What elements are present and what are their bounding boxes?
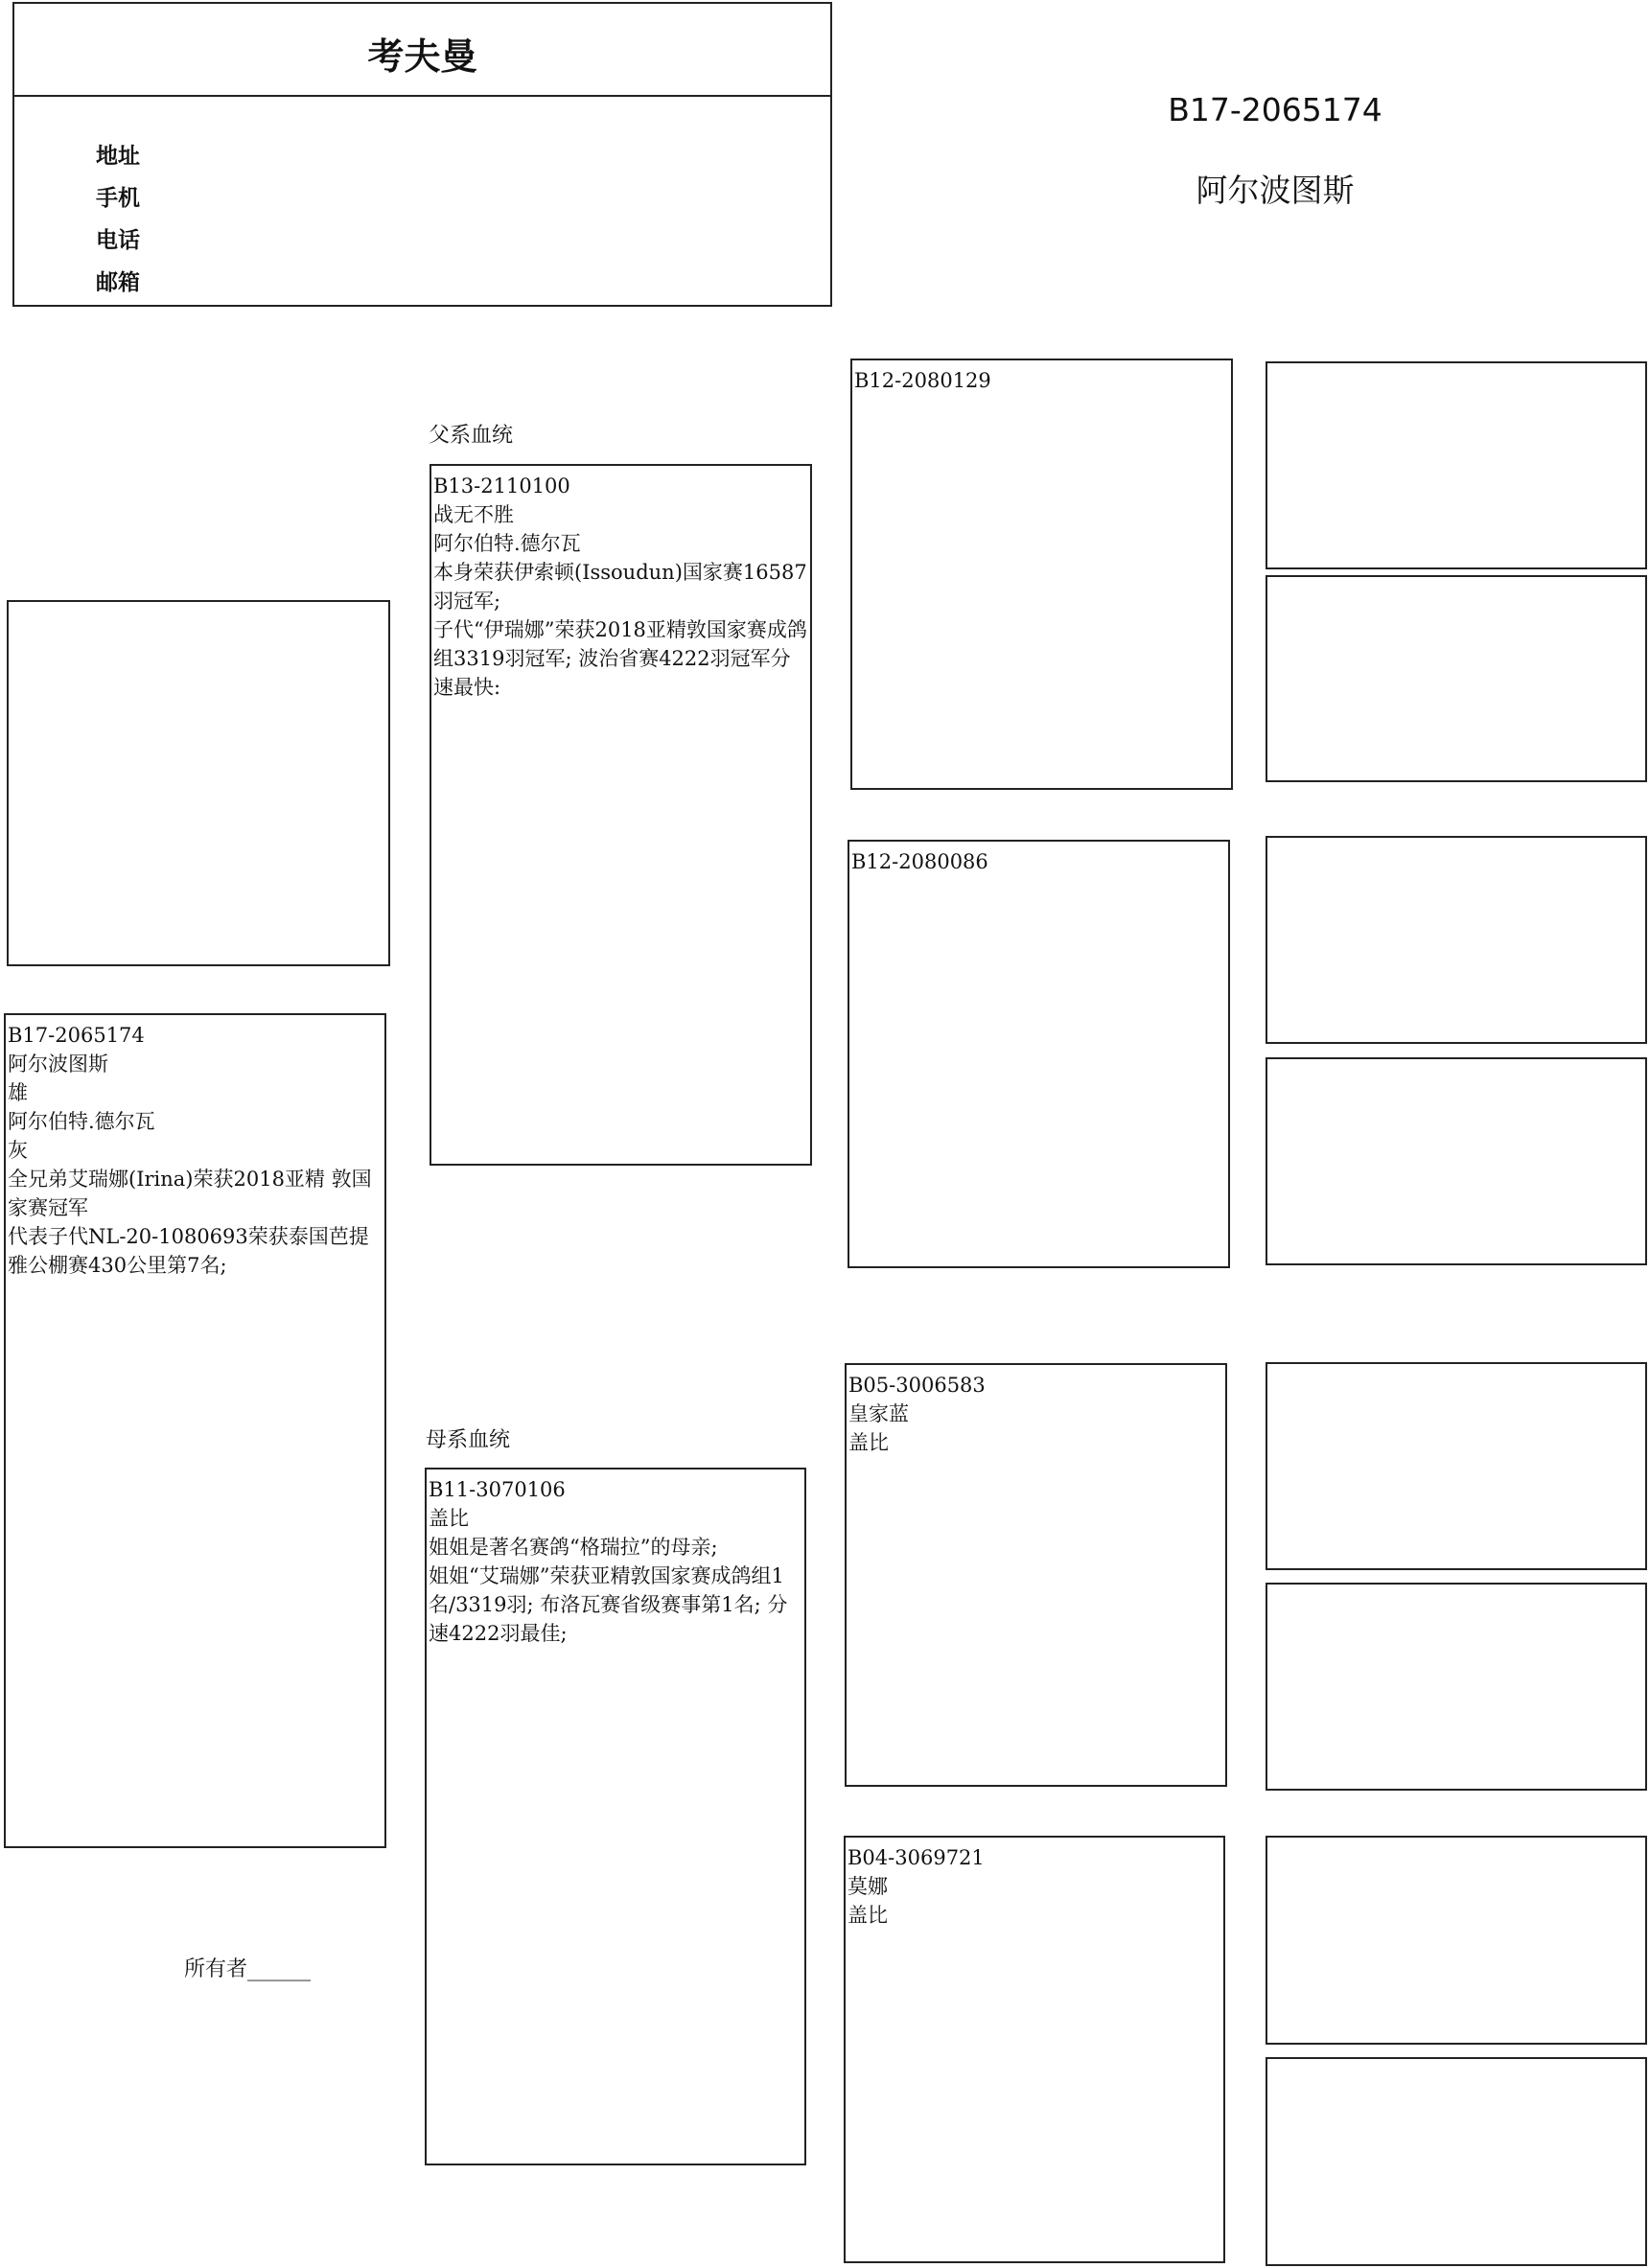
great-grandparent-box xyxy=(1266,1836,1647,2045)
subject-strain: 阿尔伯特.德尔瓦 xyxy=(8,1110,155,1133)
dam-sire-ring: B05-3006583 xyxy=(848,1374,986,1397)
owner-label: 所有者______ xyxy=(184,1957,312,1981)
great-grandparent-box xyxy=(1266,2057,1647,2266)
dam-dam-box xyxy=(844,1836,1225,2263)
email-label: 邮箱 xyxy=(96,270,140,295)
sire-box xyxy=(430,464,812,1166)
breeder-header xyxy=(12,2,832,307)
dam-name: 盖比 xyxy=(429,1507,469,1530)
mobile-label: 手机 xyxy=(96,186,140,211)
sire-dam-ring: B12-2080086 xyxy=(851,850,988,873)
dam-sire-box xyxy=(845,1363,1227,1787)
subject-note-1: 全兄弟艾瑞娜(Irina)荣获2018亚精 敦国家赛冠军 xyxy=(8,1168,372,1219)
great-grandparent-box xyxy=(1266,1362,1647,1570)
sire-sire-box xyxy=(850,359,1233,790)
sire-name: 战无不胜 xyxy=(433,503,514,526)
breeder-name: 考夫曼 xyxy=(367,35,477,78)
dam-note-2: 姐姐“艾瑞娜”荣获亚精敦国家赛成鸽组1名/3319羽; 布洛瓦赛省级赛事第1名; 分速4222羽最佳; xyxy=(429,1564,788,1645)
great-grandparent-box xyxy=(1266,1057,1647,1265)
dam-box xyxy=(425,1468,806,2165)
sire-strain: 阿尔伯特.德尔瓦 xyxy=(433,532,581,555)
dam-dam-name: 莫娜 xyxy=(848,1875,888,1898)
pigeon-name-title: 阿尔波图斯 xyxy=(1196,172,1355,209)
subject-ring: B17-2065174 xyxy=(8,1024,145,1047)
dam-line-label: 母系血统 xyxy=(426,1428,511,1452)
great-grandparent-box xyxy=(1266,836,1647,1044)
dam-note-1: 姐姐是著名赛鸽“格瑞拉”的母亲; xyxy=(429,1536,718,1559)
dam-dam-ring: B04-3069721 xyxy=(848,1846,985,1869)
subject-color: 灰 xyxy=(8,1139,28,1162)
subject-name: 阿尔波图斯 xyxy=(8,1053,108,1076)
dam-sire-name: 皇家蓝 xyxy=(848,1402,909,1425)
address-label: 地址 xyxy=(96,144,140,169)
ring-number-title: B17-2065174 xyxy=(1168,91,1382,128)
subject-sex: 雄 xyxy=(8,1081,28,1104)
subject-pigeon-box xyxy=(4,1013,386,1848)
great-grandparent-box xyxy=(1266,575,1647,782)
subject-note-2: 代表子代NL-20-1080693荣获泰国芭提雅公棚赛430公里第7名; xyxy=(8,1225,369,1277)
great-grandparent-box xyxy=(1266,361,1647,569)
great-grandparent-box xyxy=(1266,1583,1647,1791)
sire-note-1: 本身荣获伊索顿(Issoudun)国家赛16587羽冠军; xyxy=(433,561,807,613)
sire-note-2: 子代“伊瑞娜”荣获2018亚精敦国家赛成鸽组3319羽冠军; 波治省赛4222羽冠军分速最快: xyxy=(433,618,807,699)
dam-ring: B11-3070106 xyxy=(429,1478,566,1501)
dam-dam-line: 盖比 xyxy=(848,1904,888,1927)
sire-dam-box xyxy=(848,840,1230,1268)
phone-label: 电话 xyxy=(96,228,140,253)
header-title-row xyxy=(14,4,830,97)
photo-frame xyxy=(7,600,390,966)
sire-ring: B13-2110100 xyxy=(433,474,570,498)
dam-sire-line: 盖比 xyxy=(848,1431,889,1454)
sire-line-label: 父系血统 xyxy=(429,424,514,448)
sire-sire-ring: B12-2080129 xyxy=(854,369,991,392)
